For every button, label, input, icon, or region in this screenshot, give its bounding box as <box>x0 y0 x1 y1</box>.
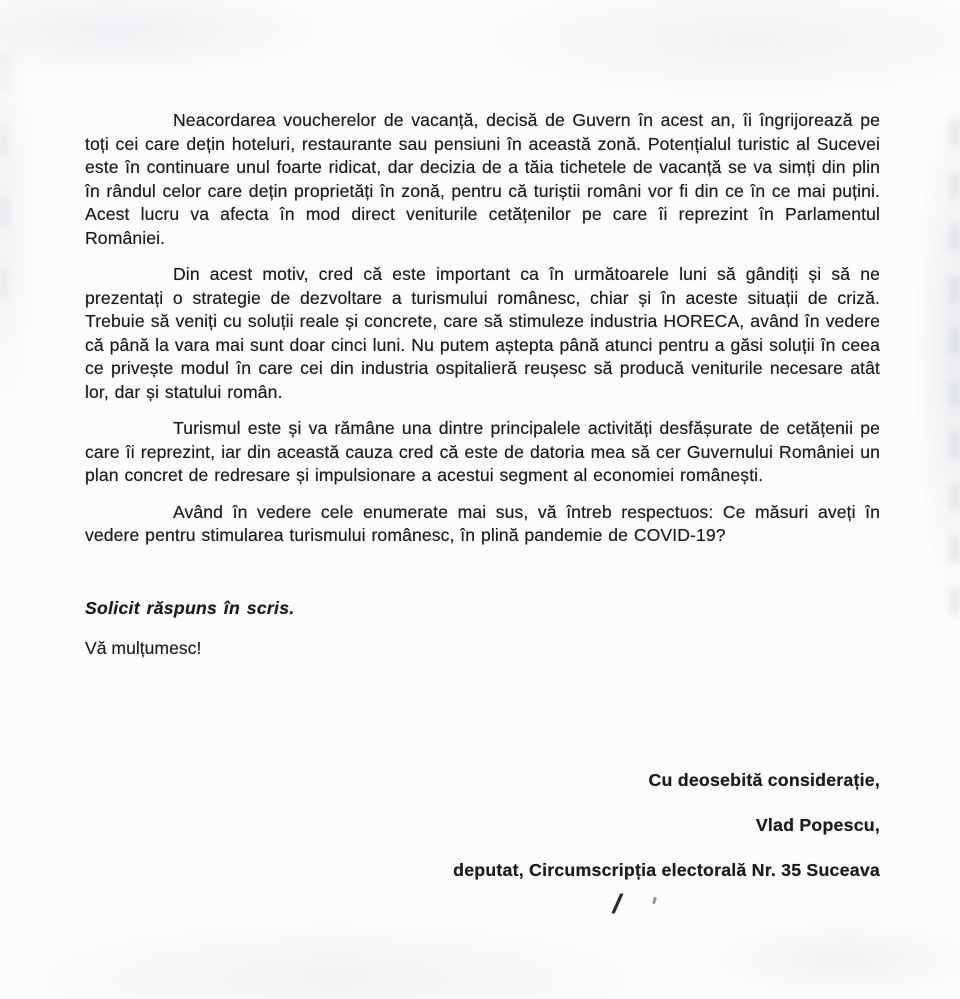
scan-noise-left-edge <box>0 55 8 315</box>
signer-name: Vlad Popescu, <box>755 814 880 835</box>
thanks-line: Vă mulțumesc! <box>85 638 202 658</box>
ink-dot-mark <box>652 896 657 904</box>
written-answer-request-line: Solicit răspuns în scris. <box>85 597 295 618</box>
signer-title: deputat, Circumscripția electorală Nr. 35 Suceava <box>453 859 880 880</box>
paragraph-tourism-duty: Turismul este și va rămâne una dintre principalele activități desfășurate de cetățenii pe care îi reprezint, iar din această cauza cred că este de datoria mea să cer Guvernului României un plan concret de redresare și impulsionare a acestui segment al economiei românești. <box>85 418 880 485</box>
closing-block <box>85 770 880 927</box>
paragraph-question-covid: Având în vedere cele enumerate mai sus, vă întreb respectuos: Ce măsuri aveți în vedere pentru stimularea turismului românesc, în plină pandemie de COVID-19? <box>85 501 880 545</box>
handwritten-signature-stroke: / <box>612 888 622 919</box>
letter-body <box>85 109 880 927</box>
paragraph-vouchers-concern: Neacordarea voucherelor de vacanță, decisă de Guvern în acest an, îi îngrijorează pe toți cei care dețin hoteluri, restaurante sau pensiuni în această zonă. Potențialul turistic al Sucevei este în continuare unul foarte ridicat, dar decizia de a tăia tichetele de vacanță se va simți din plin în rândul celor care dețin proprietăți în zonă, pentru că turiștii români vor fi din ce în ce mai puțini. Acest lucru va afecta în mod direct veniturile cetățenilor pe care îi reprezint în Parlamentul României. <box>85 110 880 248</box>
signature-area <box>85 887 880 927</box>
paragraph-strategy-request: Din acest motiv, cred că este important ca în următoarele luni să gândiți și să ne prezentați o strategie de dezvoltare a turismului românesc, chiar și în aceste situații de criză. Trebuie să veniți cu soluții reale și concrete, care să stimuleze industria HORECA, având în vedere că până la vara mai sunt doar cinci luni. Nu putem aștepta până atunci pentru a găsi soluții în ceea ce privește modul în care cei din industria ospitalieră reușesc să producă veniturile necesare atât lor, dar și statului român. <box>85 264 880 402</box>
scan-noise-right-edge <box>950 120 960 640</box>
closing-salutation: Cu deosebită considerație, <box>648 769 880 790</box>
